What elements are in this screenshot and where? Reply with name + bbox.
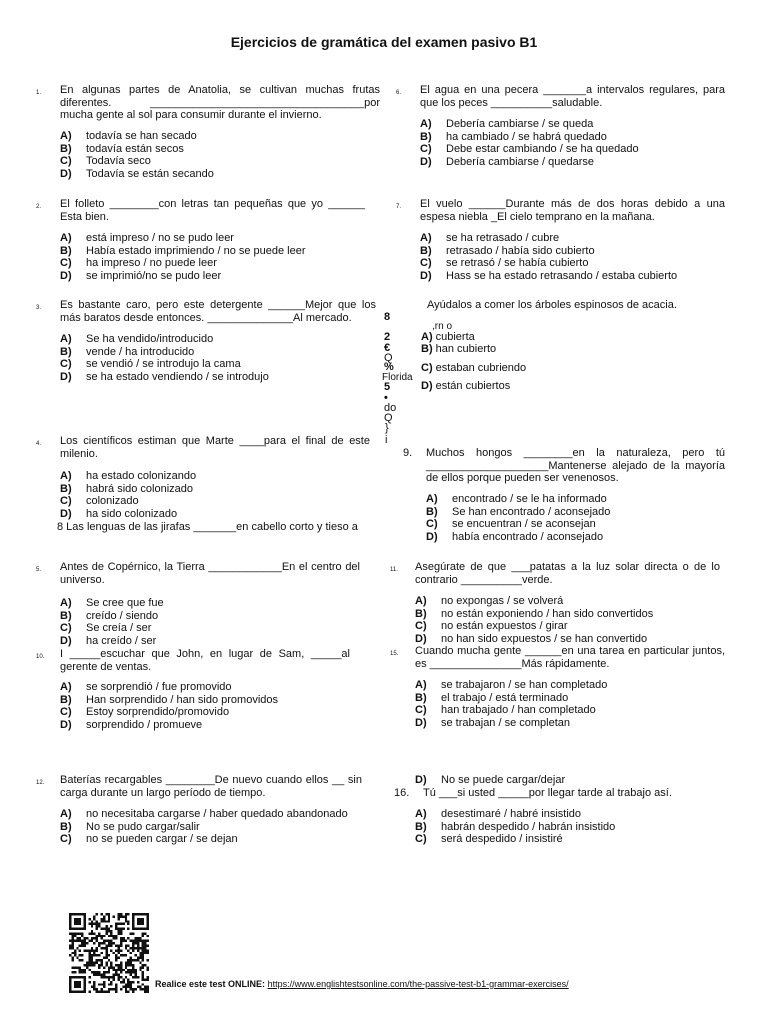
option-b[interactable]: B) no están exponiendo / han sido convertidos <box>415 607 654 620</box>
option-c[interactable]: C) Estoy sorprendido/promovido <box>60 706 230 718</box>
option-c[interactable]: C) han trabajado / han completado <box>415 704 596 716</box>
option-a[interactable]: A) se ha retrasado / cubre <box>420 232 560 244</box>
option-b[interactable]: B) Había estado imprimiendo / no se puede leer <box>60 244 306 257</box>
question-number: 10. <box>36 654 45 660</box>
question-number: 15. <box>390 651 399 657</box>
option-a[interactable]: A) se sorprendió / fue promovido <box>60 681 232 693</box>
question-text: Antes de Copérnico, la Tierra ____________En el centro del universo. <box>60 561 360 586</box>
option-d[interactable]: D) ha creído / ser <box>60 634 157 647</box>
option-b[interactable]: B) todavía están secos <box>60 142 184 155</box>
option-a[interactable]: A) está impreso / no se pudo leer <box>60 232 234 244</box>
option-b[interactable]: B) creído / siendo <box>60 609 159 622</box>
option-a[interactable]: A) Debería cambiarse / se queda <box>420 118 594 130</box>
option-c[interactable]: C) colonizado <box>60 495 139 507</box>
option-d[interactable]: D) se imprimió/no se pudo leer <box>60 269 222 282</box>
question-number: 11. <box>390 567 398 573</box>
question-text: I _____escuchar que John, en lugar de Sam, _____al gerente de ventas. <box>60 648 350 673</box>
option-a[interactable]: A) cubierta <box>421 331 475 343</box>
question-number: 9. <box>403 447 413 459</box>
question-number: 12. <box>36 780 45 786</box>
option-d[interactable]: D) ha sido colonizado <box>60 507 178 520</box>
question-number: 3. <box>36 305 42 311</box>
option-c[interactable]: C) Todavía seco <box>60 155 151 167</box>
option-d[interactable]: D) Debería cambiarse / quedarse <box>420 155 594 168</box>
option-d[interactable]: D) sorprendido / promueve <box>60 718 203 731</box>
question-number: 5. <box>36 567 42 573</box>
page-title: Ejercicios de gramática del examen pasivo B1 <box>230 34 538 50</box>
option-c[interactable]: C) ha impreso / no puede leer <box>60 257 217 269</box>
option-a[interactable]: A) no necesitaba cargarse / haber quedado abandonado <box>60 808 348 820</box>
option-a[interactable]: A) encontrado / se le ha informado <box>426 493 607 505</box>
question-number: 2. <box>36 204 42 210</box>
option-c[interactable]: C) se vendió / se introdujo la cama <box>60 358 241 370</box>
options-list <box>60 470 196 520</box>
question-number: 1. <box>36 90 42 96</box>
option-a[interactable]: A) todavía se han secado <box>60 130 197 142</box>
question-text: En algunas partes de Anatolia, se cultivan muchas frutas diferentes. ___________________________________por mucha gente al sol para consumir durante el invierno. <box>60 84 380 121</box>
question-text: Baterías recargables ________De nuevo cuando ellos __ sin carga durante un largo período de tiempo. <box>60 774 362 799</box>
option-c[interactable]: C) se retrasó / se había cubierto <box>420 257 589 269</box>
option-c[interactable]: C) no se pueden cargar / se dejan <box>60 833 238 845</box>
options-list <box>60 232 306 282</box>
options-list <box>60 681 278 731</box>
question-number: 16. <box>394 787 410 799</box>
option-a[interactable]: A) Se cree que fue <box>60 597 164 609</box>
question-text: El folleto ________con letras tan pequeñas que yo ______ Esta bien. <box>60 198 365 223</box>
question-8-fragment: 8 Las lenguas de las jirafas _______en cabello corto y tieso a <box>57 521 358 533</box>
option-b[interactable]: B) habrá sido colonizado <box>60 482 194 495</box>
question-text: Cuando mucha gente ______en una tarea en particular juntos, es _______________Más rápidamente. <box>415 645 725 670</box>
option-b[interactable]: B) han cubierto <box>421 343 497 355</box>
option-b[interactable]: B) el trabajo / está terminado <box>415 691 569 704</box>
option-c[interactable]: C) no están expuestos / girar <box>415 620 568 632</box>
option-a[interactable]: A) se trabajaron / se han completado <box>415 679 608 691</box>
option-b[interactable]: B) No se pudo cargar/salir <box>60 820 200 833</box>
option-d[interactable]: D) Todavía se están secando <box>60 167 214 180</box>
option-b[interactable]: B) Se han encontrado / aconsejado <box>426 505 611 518</box>
option-b[interactable]: B) vende / ha introducido <box>60 345 195 358</box>
option-d[interactable]: D) no han sido expuestos / se han convertido <box>415 632 648 645</box>
option-b[interactable]: B) habrán despedido / habrán insistido <box>415 820 616 833</box>
option-d[interactable]: D) No se puede cargar/dejar <box>415 774 566 786</box>
question-text: Ayúdalos a comer los árboles espinosos de acacia. <box>427 299 677 311</box>
option-a[interactable]: A) no expongas / se volverá <box>415 595 564 607</box>
option-d[interactable]: D) se ha estado vendiendo / se introdujo <box>60 370 269 383</box>
qr-code-icon <box>69 912 149 994</box>
option-a[interactable]: A) desestimaré / habré insistido <box>415 808 582 820</box>
option-c[interactable]: C) estaban cubriendo <box>421 362 527 374</box>
options-list <box>426 493 610 543</box>
options-list <box>60 808 348 846</box>
options-list <box>60 130 214 180</box>
options-list <box>60 333 269 383</box>
footer-label: Realice este test ONLINE: <box>155 979 266 989</box>
question-12-option-d <box>415 774 565 787</box>
question-text: El agua en una pecera _______a intervalos regulares, para que los peces __________saludable. <box>420 84 725 109</box>
question-text: Muchos hongos ________en la naturaleza, pero tú ____________________Mantenerse alejado de la mayoría de ellos porque pueden ser venenosos. <box>426 447 725 484</box>
options-list <box>420 118 639 168</box>
option-d[interactable]: D) había encontrado / aconsejado <box>426 530 604 543</box>
options-list <box>60 597 164 647</box>
question-number: 6. <box>396 90 402 96</box>
options-list <box>421 331 526 393</box>
options-list <box>415 679 607 729</box>
option-d[interactable]: D) se trabajan / se completan <box>415 716 571 729</box>
question-text: Los científicos estiman que Marte ____para el final de este milenio. <box>60 435 370 460</box>
option-c[interactable]: C) Se creía / ser <box>60 622 152 634</box>
footer-link[interactable]: https://www.englishtestsonline.com/the-passive-test-b1-grammar-exercises/ <box>267 979 569 989</box>
option-d[interactable]: D) están cubiertos <box>421 380 511 392</box>
question-text: Asegúrate de que ___patatas a la luz solar directa o de lo contrario __________verde. <box>415 561 720 586</box>
question-number: 4. <box>36 441 42 447</box>
option-a[interactable]: A) Se ha vendido/introducido <box>60 333 214 345</box>
question-number: 7. <box>396 204 402 210</box>
option-a[interactable]: A) ha estado colonizando <box>60 470 197 482</box>
question-text: El vuelo ______Durante más de dos horas debido a una espesa niebla _El cielo temprano en la mañana. <box>420 198 725 223</box>
question-text: Tú ___si usted _____por llegar tarde al trabajo así. <box>423 787 672 799</box>
option-c[interactable]: C) se encuentran / se aconsejan <box>426 518 596 530</box>
options-list <box>415 595 653 645</box>
option-b[interactable]: B) retrasado / había sido cubierto <box>420 244 595 257</box>
options-list <box>415 808 615 846</box>
garbled-fragment: ,rn o <box>432 321 453 332</box>
question-text: Es bastante caro, pero este detergente ______Mejor que los más baratos desde entonces. ______________Al mercado. <box>60 299 376 324</box>
option-c[interactable]: C) Debe estar cambiando / se ha quedado <box>420 143 639 155</box>
option-c[interactable]: C) será despedido / insistiré <box>415 833 563 845</box>
footer <box>155 979 569 990</box>
option-b[interactable]: B) ha cambiado / se habrá quedado <box>420 130 607 143</box>
options-list <box>420 232 677 282</box>
option-b[interactable]: B) Han sorprendido / han sido promovidos <box>60 693 279 706</box>
option-d[interactable]: D) Hass se ha estado retrasando / estaba cubierto <box>420 269 678 282</box>
